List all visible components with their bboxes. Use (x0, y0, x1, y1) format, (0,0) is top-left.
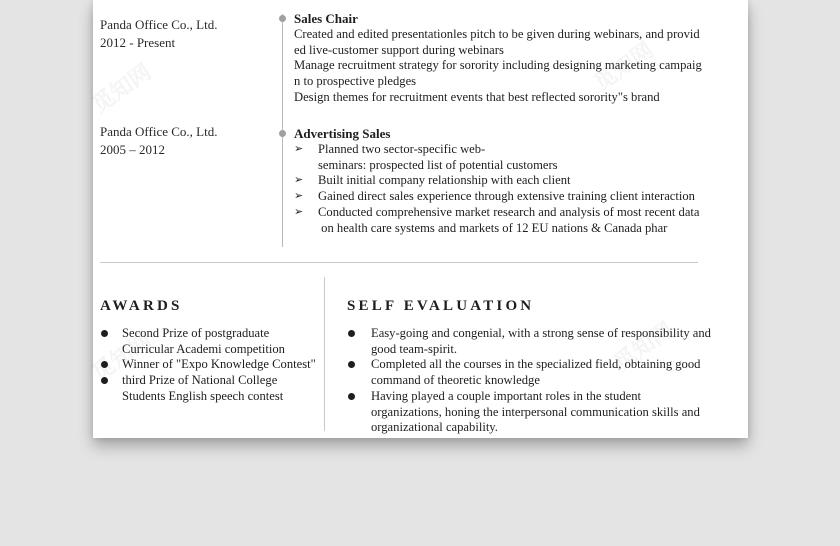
awards-heading: AWARDS (100, 298, 183, 314)
description-line: Design themes for recruitment events that best reflected sorority"s brand (294, 89, 660, 104)
award-item: Winner of "Expo Knowledge Contest" (100, 357, 316, 373)
column-divider (324, 277, 325, 431)
bullet-icon (348, 393, 355, 400)
experience-2-list (294, 142, 700, 236)
list-item: ➢ Built initial company relationship with each client (294, 173, 571, 188)
experience-2-role: Advertising Sales (294, 126, 391, 141)
description-line: ed live-customer support during webinars (294, 42, 504, 57)
evaluation-item: Easy-going and congenial, with a strong sense of responsibility and good team-spirit. (347, 326, 711, 357)
list-item: ➢ Conducted comprehensive market research and analysis of most recent data (294, 204, 700, 219)
section-divider (100, 262, 698, 263)
experience-2-period: 2005 – 2012 (100, 142, 165, 157)
arrow-bullet-icon: ➢ (294, 143, 304, 155)
bullet-icon (101, 377, 108, 384)
experience-1-period: 2012 - Present (100, 35, 176, 50)
self-evaluation-list (347, 326, 711, 436)
description-line: Manage recruitment strategy for sorority including designing marketing campaig (294, 58, 702, 73)
arrow-bullet-icon: ➢ (294, 205, 304, 218)
evaluation-item: Having played a couple important roles in the student organizations, honing the interpersonal communication skills and organizational capability. (347, 389, 711, 436)
timeline-dot (279, 130, 286, 137)
experience-1-description (294, 27, 702, 106)
bullet-icon (101, 330, 108, 337)
timeline-dot (279, 15, 286, 22)
list-item-continuation: on health care systems and markets of 12 EU nations & Canada phar (318, 220, 668, 235)
list-item: ➢ Planned two sector-specific web- (294, 142, 486, 156)
experience-2-company: Panda Office Co., Ltd. (100, 124, 218, 139)
experience-1-role: Sales Chair (294, 11, 358, 26)
list-item-continuation: seminars: prospected list of potential customers (318, 157, 558, 172)
bullet-icon (101, 361, 108, 368)
award-item: third Prize of National College Students English speech contest (100, 373, 316, 404)
awards-list (100, 326, 316, 405)
award-item: Second Prize of postgraduate Curricular Academi competition (100, 326, 316, 357)
arrow-bullet-icon: ➢ (294, 190, 304, 203)
evaluation-item: Completed all the courses in the specialized field, obtaining good command of theoretic knowledge (347, 357, 711, 388)
description-line: Created and edited presentationles pitch to be given during webinars, and provid (294, 27, 700, 41)
arrow-bullet-icon: ➢ (294, 174, 304, 187)
bullet-icon (348, 361, 355, 368)
description-line: n to prospective pledges (294, 74, 417, 89)
experience-1-company: Panda Office Co., Ltd. (100, 17, 218, 32)
self-evaluation-heading: SELF EVALUATION (347, 298, 535, 314)
bullet-icon (348, 330, 355, 337)
list-item: ➢ Gained direct sales experience through extensive training client interaction (294, 189, 695, 204)
